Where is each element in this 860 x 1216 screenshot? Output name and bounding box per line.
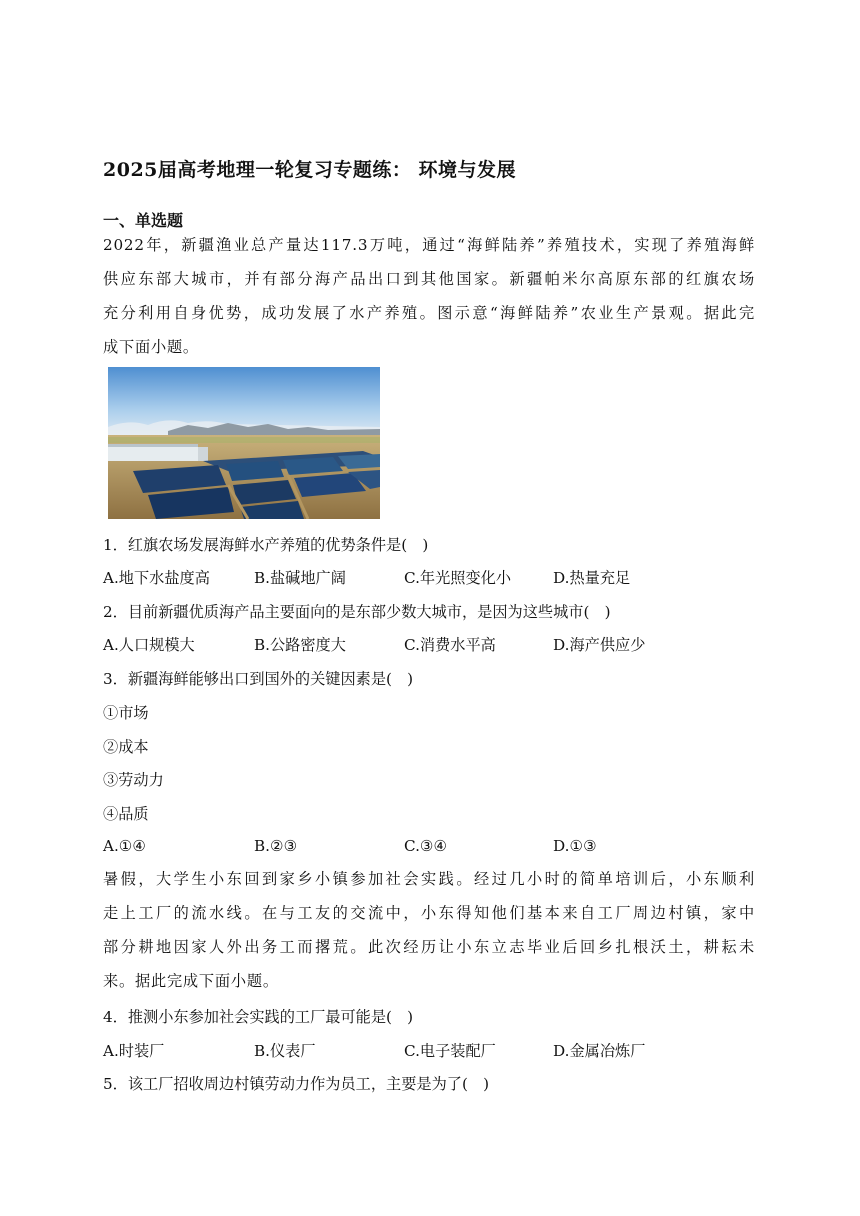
passage-line: 2022年，新疆渔业总产量达117.3万吨，通过“海鲜陆养”养殖技术，实现了养殖海鲜 [103,236,755,254]
q4-option-b[interactable]: B.仪表厂 [254,1042,316,1060]
q3-item-1: ①市场 [103,704,149,722]
q4-option-c[interactable]: C.电子装配厂 [404,1042,496,1060]
q2-option-a[interactable]: A.人口规模大 [103,636,195,654]
passage-line: 部分耕地因家人外出务工而撂荒。此次经历让小东立志毕业后回乡扎根沃土，耕耘未 [103,938,755,956]
page-title: 2025届高考地理一轮复习专题练： 环境与发展 [103,159,516,181]
q3-item-4: ④品质 [103,805,149,823]
q2-option-c[interactable]: C.消费水平高 [404,636,496,654]
q2-option-d[interactable]: D.海产供应少 [553,636,646,654]
q4-option-d[interactable]: D.金属冶炼厂 [553,1042,646,1060]
q3-option-b[interactable]: B.②③ [254,837,298,855]
q1-option-c[interactable]: C.年光照变化小 [404,569,512,587]
q3-option-c[interactable]: C.③④ [404,837,448,855]
q1-option-b[interactable]: B.盐碱地广阔 [254,569,346,587]
q3-item-2: ②成本 [103,738,149,756]
q3-option-a[interactable]: A.①④ [103,837,147,855]
question-1-stem: 1．红旗农场发展海鲜水产养殖的优势条件是( ) [103,536,429,554]
passage-line: 充分利用自身优势，成功发展了水产养殖。图示意“海鲜陆养”农业生产景观。据此完 [103,304,755,322]
passage-1 [103,228,755,364]
q4-option-a[interactable]: A.时装厂 [103,1042,165,1060]
question-2-stem: 2．目前新疆优质海产品主要面向的是东部少数大城市，是因为这些城市( ) [103,603,611,621]
passage-line: 来。据此完成下面小题。 [103,972,279,990]
passage-2 [103,862,755,998]
passage-line: 成下面小题。 [103,338,199,356]
question-5-stem: 5．该工厂招收周边村镇劳动力作为员工，主要是为了( ) [103,1075,490,1093]
passage-line: 走上工厂的流水线。在与工友的交流中，小东得知他们基本来自工厂周边村镇，家中 [103,904,755,922]
question-3-stem: 3．新疆海鲜能够出口到国外的关键因素是( ) [103,670,414,688]
aquaculture-ponds-photo [108,367,380,519]
passage-line: 暑假，大学生小东回到家乡小镇参加社会实践。经过几小时的简单培训后，小东顺利 [103,870,755,888]
q3-item-3: ③劳动力 [103,771,164,789]
section-heading: 一、单选题 [103,211,184,230]
passage-line: 供应东部大城市，并有部分海产品出口到其他国家。新疆帕米尔高原东部的红旗农场 [103,270,755,288]
q1-option-d[interactable]: D.热量充足 [553,569,631,587]
q3-option-d[interactable]: D.①③ [553,837,597,855]
q2-option-b[interactable]: B.公路密度大 [254,636,346,654]
q1-option-a[interactable]: A.地下水盐度高 [103,569,210,587]
question-4-stem: 4．推测小东参加社会实践的工厂最可能是( ) [103,1008,414,1026]
